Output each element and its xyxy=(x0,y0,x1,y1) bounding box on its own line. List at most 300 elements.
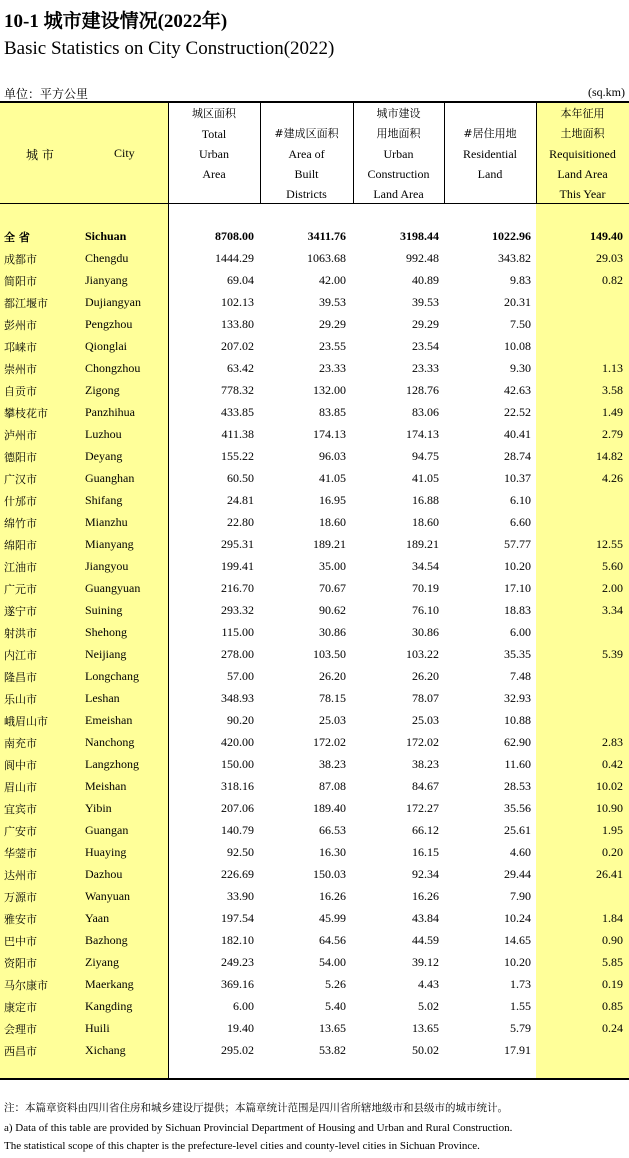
built-district-area-cell: 42.00 xyxy=(319,273,346,287)
table-row xyxy=(0,292,629,314)
city-name-en: Mianzhu xyxy=(85,515,128,529)
table-row xyxy=(0,798,629,820)
requisitioned-land-cell: 14.82 xyxy=(596,449,623,463)
requisitioned-land-cell: 12.55 xyxy=(596,537,623,551)
city-name-cn: 乐山市 xyxy=(4,693,37,706)
table-row xyxy=(0,842,629,864)
city-name-en: Nanchong xyxy=(85,735,135,749)
total-urban-area-cell: 33.90 xyxy=(227,889,254,903)
built-district-area-cell: 87.08 xyxy=(319,779,346,793)
built-district-area-cell: 132.00 xyxy=(313,383,346,397)
construction-land-area-cell: 29.29 xyxy=(412,317,439,331)
residential-land-cell: 7.90 xyxy=(510,889,531,903)
construction-land-area-cell: 4.43 xyxy=(418,977,439,991)
total-urban-area-cell: 60.50 xyxy=(227,471,254,485)
requisitioned-land-cell: 0.85 xyxy=(602,999,623,1013)
built-district-area-cell: 78.15 xyxy=(319,691,346,705)
construction-land-area-cell: 992.48 xyxy=(406,251,439,265)
residential-land-cell: 35.56 xyxy=(504,801,531,815)
residential-land-cell: 10.37 xyxy=(504,471,531,485)
table-row xyxy=(0,930,629,952)
construction-land-area-cell: 70.19 xyxy=(412,581,439,595)
residential-land-cell: 9.30 xyxy=(510,361,531,375)
residential-land-cell: 9.83 xyxy=(510,273,531,287)
residential-land-cell: 29.44 xyxy=(504,867,531,881)
construction-land-area-cell: 23.33 xyxy=(412,361,439,375)
city-name-cn: 邛崃市 xyxy=(4,341,37,354)
city-name-cn: 西昌市 xyxy=(4,1045,37,1058)
city-name-en: Guanghan xyxy=(85,471,135,485)
city-name-cn: 会理市 xyxy=(4,1023,37,1036)
table-row xyxy=(0,358,629,380)
construction-land-area-cell: 13.65 xyxy=(412,1021,439,1035)
city-name-cn: 眉山市 xyxy=(4,781,37,794)
city-name-en: Leshan xyxy=(85,691,120,705)
city-name-en: Mianyang xyxy=(85,537,134,551)
table-row xyxy=(0,1018,629,1040)
residential-land-cell: 22.52 xyxy=(504,405,531,419)
construction-land-area-cell: 40.89 xyxy=(412,273,439,287)
table-row xyxy=(0,578,629,600)
built-district-area-cell: 70.67 xyxy=(319,581,346,595)
construction-land-area-cell: 5.02 xyxy=(418,999,439,1013)
total-urban-area-cell: 90.20 xyxy=(227,713,254,727)
requisitioned-land-cell: 0.20 xyxy=(602,845,623,859)
residential-land-cell: 1.73 xyxy=(510,977,531,991)
built-district-area-cell: 66.53 xyxy=(319,823,346,837)
total-urban-area-cell: 182.10 xyxy=(221,933,254,947)
footnote-en-line1: a) Data of this table are provided by Sichuan Provincial Department of Housing and Urban and Rural Construction. xyxy=(4,1122,513,1134)
city-name-cn: 绵竹市 xyxy=(4,517,37,530)
residential-land-cell: 42.63 xyxy=(504,383,531,397)
built-district-area-cell: 39.53 xyxy=(319,295,346,309)
construction-land-area-cell: 83.06 xyxy=(412,405,439,419)
table-row xyxy=(0,776,629,798)
residential-land-cell: 1.55 xyxy=(510,999,531,1013)
total-urban-area-cell: 295.31 xyxy=(221,537,254,551)
city-name-cn: 巴中市 xyxy=(4,935,37,948)
total-urban-area-cell: 226.69 xyxy=(221,867,254,881)
residential-land-cell: 11.60 xyxy=(504,757,531,771)
city-name-en: Dazhou xyxy=(85,867,123,881)
residential-land-cell: 343.82 xyxy=(498,251,531,265)
total-urban-area-cell: 293.32 xyxy=(221,603,254,617)
built-district-area-cell: 1063.68 xyxy=(307,251,346,265)
city-name-en: Shifang xyxy=(85,493,123,507)
requisitioned-land-cell: 5.39 xyxy=(602,647,623,661)
construction-land-area-cell: 43.84 xyxy=(412,911,439,925)
city-name-en: Ziyang xyxy=(85,955,119,969)
built-district-area-cell: 41.05 xyxy=(319,471,346,485)
footnote-cn: 注：本篇章资料由四川省住房和城乡建设厅提供；本篇章统计范围是四川省所辖地级市和县级市的城市统计。 xyxy=(4,1102,508,1114)
table-row xyxy=(0,688,629,710)
requisitioned-land-cell: 5.85 xyxy=(602,955,623,969)
built-district-area-cell: 3411.76 xyxy=(307,229,346,243)
requisitioned-land-cell: 1.84 xyxy=(602,911,623,925)
city-name-en: Huili xyxy=(85,1021,110,1035)
construction-land-area-cell: 189.21 xyxy=(406,537,439,551)
city-name-en: Kangding xyxy=(85,999,133,1013)
built-district-area-cell: 16.95 xyxy=(319,493,346,507)
construction-land-area-cell: 38.23 xyxy=(412,757,439,771)
built-district-area-cell: 189.40 xyxy=(313,801,346,815)
table-row xyxy=(0,886,629,908)
city-name-cn: 成都市 xyxy=(4,253,37,266)
table-row xyxy=(0,380,629,402)
total-urban-area-cell: 778.32 xyxy=(221,383,254,397)
city-name-cn: 内江市 xyxy=(4,649,37,662)
city-name-en: Yaan xyxy=(85,911,110,925)
construction-land-area-cell: 16.15 xyxy=(412,845,439,859)
built-district-area-cell: 23.33 xyxy=(319,361,346,375)
total-urban-area-cell: 8708.00 xyxy=(215,229,254,243)
residential-land-cell: 10.20 xyxy=(504,559,531,573)
construction-land-area-cell: 34.54 xyxy=(412,559,439,573)
header-construction-land-area: 城市建设 用地面积 Urban Construction Land Area xyxy=(367,107,430,201)
city-name-en: Wanyuan xyxy=(85,889,131,903)
total-urban-area-cell: 102.13 xyxy=(221,295,254,309)
residential-land-cell: 6.00 xyxy=(510,625,531,639)
city-name-en: Qionglai xyxy=(85,339,127,353)
requisitioned-land-cell: 149.40 xyxy=(590,229,623,243)
city-name-en: Emeishan xyxy=(85,713,133,727)
table-body xyxy=(0,226,629,1062)
header-residential-land: #居住用地 Residential Land xyxy=(463,127,517,181)
total-urban-area-cell: 24.81 xyxy=(227,493,254,507)
footnote-en-line2: The statistical scope of this chapter is the prefecture-level cities and county-level cities in Sichuan Province. xyxy=(4,1140,480,1152)
requisitioned-land-cell: 2.79 xyxy=(602,427,623,441)
built-district-area-cell: 189.21 xyxy=(313,537,346,551)
city-name-cn: 隆昌市 xyxy=(4,671,37,684)
built-district-area-cell: 26.20 xyxy=(319,669,346,683)
total-urban-area-cell: 155.22 xyxy=(221,449,254,463)
residential-land-cell: 18.83 xyxy=(504,603,531,617)
city-name-en: Huaying xyxy=(85,845,127,859)
city-name-en: Chengdu xyxy=(85,251,129,265)
city-name-cn: 彭州市 xyxy=(4,319,37,332)
requisitioned-land-cell: 26.41 xyxy=(596,867,623,881)
built-district-area-cell: 53.82 xyxy=(319,1043,346,1057)
requisitioned-land-cell: 3.58 xyxy=(602,383,623,397)
requisitioned-land-cell: 2.00 xyxy=(602,581,623,595)
built-district-area-cell: 29.29 xyxy=(319,317,346,331)
residential-land-cell: 1022.96 xyxy=(492,229,531,243)
total-urban-area-cell: 63.42 xyxy=(227,361,254,375)
total-urban-area-cell: 411.38 xyxy=(221,427,254,441)
residential-land-cell: 17.91 xyxy=(504,1043,531,1057)
residential-land-cell: 32.93 xyxy=(504,691,531,705)
city-name-en: Luzhou xyxy=(85,427,122,441)
construction-land-area-cell: 78.07 xyxy=(412,691,439,705)
table-row xyxy=(0,336,629,358)
table-row xyxy=(0,820,629,842)
total-urban-area-cell: 207.06 xyxy=(221,801,254,815)
construction-land-area-cell: 16.26 xyxy=(412,889,439,903)
total-urban-area-cell: 207.02 xyxy=(221,339,254,353)
residential-land-cell: 6.60 xyxy=(510,515,531,529)
table-row xyxy=(0,314,629,336)
total-urban-area-cell: 318.16 xyxy=(221,779,254,793)
city-name-cn: 峨眉山市 xyxy=(4,715,48,728)
requisitioned-land-cell: 5.60 xyxy=(602,559,623,573)
requisitioned-land-cell: 29.03 xyxy=(596,251,623,265)
residential-land-cell: 10.20 xyxy=(504,955,531,969)
city-name-cn: 广汉市 xyxy=(4,473,37,486)
total-urban-area-cell: 6.00 xyxy=(233,999,254,1013)
table-row xyxy=(0,446,629,468)
construction-land-area-cell: 26.20 xyxy=(412,669,439,683)
residential-land-cell: 10.88 xyxy=(504,713,531,727)
construction-land-area-cell: 44.59 xyxy=(412,933,439,947)
city-name-cn: 广安市 xyxy=(4,825,37,838)
city-name-cn: 阆中市 xyxy=(4,759,37,772)
city-name-cn: 泸州市 xyxy=(4,429,37,442)
city-name-cn: 康定市 xyxy=(4,1001,37,1014)
city-name-en: Longchang xyxy=(85,669,139,683)
header-built-districts: #建成区面积 Area of Built Districts xyxy=(274,127,339,201)
construction-land-area-cell: 3198.44 xyxy=(400,229,439,243)
city-name-en: Panzhihua xyxy=(85,405,135,419)
table-row xyxy=(0,512,629,534)
construction-land-area-cell: 84.67 xyxy=(412,779,439,793)
total-urban-area-cell: 369.16 xyxy=(221,977,254,991)
requisitioned-land-cell: 10.90 xyxy=(596,801,623,815)
total-urban-area-cell: 115.00 xyxy=(221,625,254,639)
built-district-area-cell: 16.26 xyxy=(319,889,346,903)
requisitioned-land-cell: 4.26 xyxy=(602,471,623,485)
table-bottom-rule xyxy=(0,1078,629,1080)
residential-land-cell: 10.24 xyxy=(504,911,531,925)
residential-land-cell: 25.61 xyxy=(504,823,531,837)
residential-land-cell: 35.35 xyxy=(504,647,531,661)
residential-land-cell: 17.10 xyxy=(504,581,531,595)
construction-land-area-cell: 174.13 xyxy=(406,427,439,441)
requisitioned-land-cell: 1.95 xyxy=(602,823,623,837)
total-urban-area-cell: 216.70 xyxy=(221,581,254,595)
built-district-area-cell: 23.55 xyxy=(319,339,346,353)
built-district-area-cell: 5.26 xyxy=(325,977,346,991)
construction-land-area-cell: 76.10 xyxy=(412,603,439,617)
total-urban-area-cell: 133.80 xyxy=(221,317,254,331)
built-district-area-cell: 35.00 xyxy=(319,559,346,573)
requisitioned-land-cell: 2.83 xyxy=(602,735,623,749)
total-urban-area-cell: 69.04 xyxy=(227,273,254,287)
built-district-area-cell: 90.62 xyxy=(319,603,346,617)
built-district-area-cell: 13.65 xyxy=(319,1021,346,1035)
page-title-en: Basic Statistics on City Construction(2022) xyxy=(4,38,335,59)
residential-land-cell: 20.31 xyxy=(504,295,531,309)
requisitioned-land-cell: 10.02 xyxy=(596,779,623,793)
total-urban-area-cell: 22.80 xyxy=(227,515,254,529)
total-urban-area-cell: 140.79 xyxy=(221,823,254,837)
table-row xyxy=(0,908,629,930)
total-urban-area-cell: 433.85 xyxy=(221,405,254,419)
header-requisitioned-land: 本年征用 土地面积 Requisitioned Land Area This Year xyxy=(549,107,616,201)
requisitioned-land-cell: 1.13 xyxy=(602,361,623,375)
construction-land-area-cell: 128.76 xyxy=(406,383,439,397)
table-row xyxy=(0,666,629,688)
city-name-en: Suining xyxy=(85,603,123,617)
header-total-urban-area: 城区面积 Total Urban Area xyxy=(192,107,236,181)
city-name-cn: 射洪市 xyxy=(4,627,37,640)
total-urban-area-cell: 249.23 xyxy=(221,955,254,969)
city-name-en: Xichang xyxy=(85,1043,126,1057)
city-name-en: Meishan xyxy=(85,779,127,793)
city-name-en: Deyang xyxy=(85,449,123,463)
table-row xyxy=(0,754,629,776)
requisitioned-land-cell: 0.19 xyxy=(602,977,623,991)
city-name-cn: 资阳市 xyxy=(4,957,37,970)
residential-land-cell: 7.48 xyxy=(510,669,531,683)
residential-land-cell: 62.90 xyxy=(504,735,531,749)
table-row xyxy=(0,248,629,270)
total-urban-area-cell: 150.00 xyxy=(221,757,254,771)
table-row xyxy=(0,952,629,974)
requisitioned-land-cell: 1.49 xyxy=(602,405,623,419)
total-urban-area-cell: 197.54 xyxy=(221,911,254,925)
header-city-cn: 城 市 xyxy=(26,148,54,162)
city-name-cn: 广元市 xyxy=(4,583,37,596)
residential-land-cell: 57.77 xyxy=(504,537,531,551)
construction-land-area-cell: 30.86 xyxy=(412,625,439,639)
built-district-area-cell: 25.03 xyxy=(319,713,346,727)
city-name-cn: 万源市 xyxy=(4,891,37,904)
page-title-cn: 10-1 城市建设情况(2022年) xyxy=(4,11,228,32)
city-name-cn: 简阳市 xyxy=(4,275,37,288)
construction-land-area-cell: 39.12 xyxy=(412,955,439,969)
built-district-area-cell: 5.40 xyxy=(325,999,346,1013)
requisitioned-land-cell: 0.24 xyxy=(602,1021,623,1035)
city-name-cn: 绵阳市 xyxy=(4,539,37,552)
city-name-cn: 华蓥市 xyxy=(4,847,37,860)
built-district-area-cell: 83.85 xyxy=(319,405,346,419)
city-name-en: Maerkang xyxy=(85,977,134,991)
built-district-area-cell: 30.86 xyxy=(319,625,346,639)
table-row xyxy=(0,600,629,622)
residential-land-cell: 14.65 xyxy=(504,933,531,947)
table-row xyxy=(0,270,629,292)
total-urban-area-cell: 199.41 xyxy=(221,559,254,573)
table-row xyxy=(0,468,629,490)
city-name-en: Chongzhou xyxy=(85,361,141,375)
requisitioned-land-cell: 0.82 xyxy=(602,273,623,287)
city-name-en: Neijiang xyxy=(85,647,127,661)
city-name-en: Yibin xyxy=(85,801,112,815)
construction-land-area-cell: 41.05 xyxy=(412,471,439,485)
residential-land-cell: 40.41 xyxy=(504,427,531,441)
city-name-cn: 达州市 xyxy=(4,869,37,882)
built-district-area-cell: 38.23 xyxy=(319,757,346,771)
built-district-area-cell: 16.30 xyxy=(319,845,346,859)
city-name-cn: 攀枝花市 xyxy=(4,407,48,420)
residential-land-cell: 10.08 xyxy=(504,339,531,353)
city-name-en: Zigong xyxy=(85,383,120,397)
city-name-cn: 自贡市 xyxy=(4,385,37,398)
table-row xyxy=(0,732,629,754)
total-urban-area-cell: 420.00 xyxy=(221,735,254,749)
construction-land-area-cell: 92.34 xyxy=(412,867,439,881)
built-district-area-cell: 174.13 xyxy=(313,427,346,441)
city-name-en: Bazhong xyxy=(85,933,128,947)
construction-land-area-cell: 172.27 xyxy=(406,801,439,815)
construction-land-area-cell: 94.75 xyxy=(412,449,439,463)
city-name-cn: 宜宾市 xyxy=(4,803,37,816)
table-row xyxy=(0,644,629,666)
construction-land-area-cell: 25.03 xyxy=(412,713,439,727)
city-name-cn: 什邡市 xyxy=(4,495,37,508)
city-name-en: Langzhong xyxy=(85,757,139,771)
city-name-cn: 全 省 xyxy=(4,231,30,244)
table-row xyxy=(0,996,629,1018)
table-row xyxy=(0,490,629,512)
city-name-cn: 都江堰市 xyxy=(4,297,48,310)
construction-land-area-cell: 39.53 xyxy=(412,295,439,309)
total-urban-area-cell: 57.00 xyxy=(227,669,254,683)
residential-land-cell: 28.74 xyxy=(504,449,531,463)
built-district-area-cell: 54.00 xyxy=(319,955,346,969)
city-name-cn: 南充市 xyxy=(4,737,37,750)
table-row xyxy=(0,622,629,644)
built-district-area-cell: 96.03 xyxy=(319,449,346,463)
table-row xyxy=(0,1040,629,1062)
city-name-cn: 崇州市 xyxy=(4,363,37,376)
table-top-rule xyxy=(0,101,629,103)
city-name-cn: 马尔康市 xyxy=(4,979,48,992)
residential-land-cell: 6.10 xyxy=(510,493,531,507)
built-district-area-cell: 45.99 xyxy=(319,911,346,925)
city-name-cn: 德阳市 xyxy=(4,451,37,464)
city-name-en: Jianyang xyxy=(85,273,128,287)
construction-land-area-cell: 103.22 xyxy=(406,647,439,661)
construction-land-area-cell: 18.60 xyxy=(412,515,439,529)
construction-land-area-cell: 50.02 xyxy=(412,1043,439,1057)
total-urban-area-cell: 348.93 xyxy=(221,691,254,705)
table-row xyxy=(0,556,629,578)
city-name-en: Shehong xyxy=(85,625,127,639)
city-name-en: Guangyuan xyxy=(85,581,141,595)
table-row xyxy=(0,424,629,446)
residential-land-cell: 4.60 xyxy=(510,845,531,859)
total-urban-area-cell: 278.00 xyxy=(221,647,254,661)
table-row xyxy=(0,864,629,886)
unit-label-en: (sq.km) xyxy=(588,85,625,99)
requisitioned-land-cell: 0.90 xyxy=(602,933,623,947)
table-row xyxy=(0,534,629,556)
built-district-area-cell: 150.03 xyxy=(313,867,346,881)
total-urban-area-cell: 92.50 xyxy=(227,845,254,859)
total-urban-area-cell: 295.02 xyxy=(221,1043,254,1057)
total-urban-area-cell: 1444.29 xyxy=(215,251,254,265)
built-district-area-cell: 103.50 xyxy=(313,647,346,661)
city-name-cn: 遂宁市 xyxy=(4,605,37,618)
table-row xyxy=(0,710,629,732)
built-district-area-cell: 18.60 xyxy=(319,515,346,529)
city-name-en: Jiangyou xyxy=(85,559,129,573)
table-row-total xyxy=(0,226,629,248)
city-name-en: Sichuan xyxy=(85,229,127,243)
requisitioned-land-cell: 0.42 xyxy=(602,757,623,771)
construction-land-area-cell: 23.54 xyxy=(412,339,439,353)
city-name-cn: 江油市 xyxy=(4,561,37,574)
residential-land-cell: 28.53 xyxy=(504,779,531,793)
city-name-en: Pengzhou xyxy=(85,317,133,331)
table-row xyxy=(0,402,629,424)
total-urban-area-cell: 19.40 xyxy=(227,1021,254,1035)
residential-land-cell: 7.50 xyxy=(510,317,531,331)
requisitioned-land-cell: 3.34 xyxy=(602,603,623,617)
unit-label-cn: 单位：平方公里 xyxy=(4,87,89,101)
city-name-en: Dujiangyan xyxy=(85,295,141,309)
